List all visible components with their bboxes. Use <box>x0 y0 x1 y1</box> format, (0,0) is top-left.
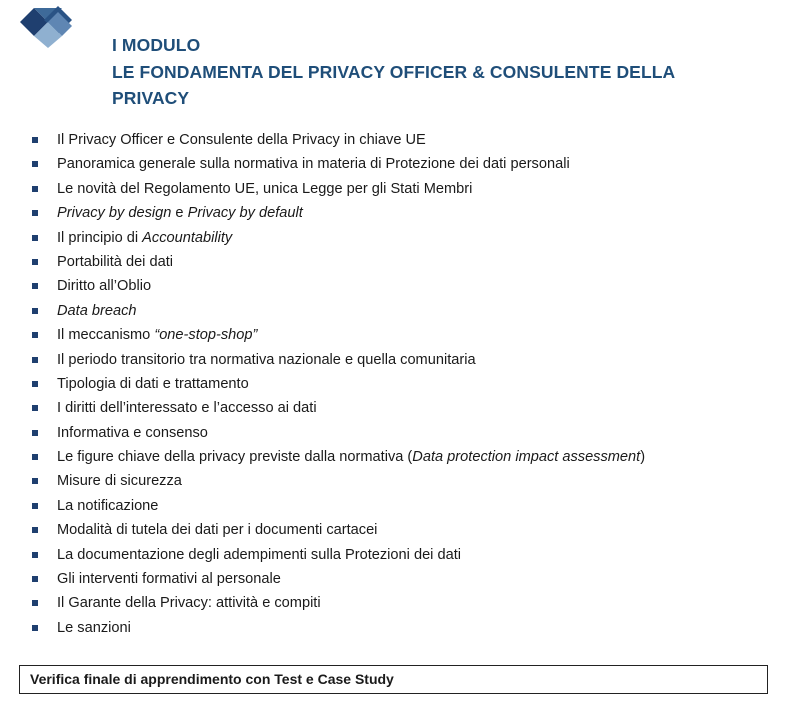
topic-text-part: Diritto all’Oblio <box>57 278 152 295</box>
heading-line-3: PRIVACY <box>112 88 190 108</box>
topic-text-part: Il periodo transitorio tra normativa nazionale e quella comunitaria <box>57 351 476 368</box>
square-bullet-icon <box>32 625 38 631</box>
topic-item <box>0 299 802 323</box>
topic-item <box>0 323 802 347</box>
topic-text-part: Il principio di <box>57 229 143 246</box>
topic-text <box>57 567 281 591</box>
topic-text <box>57 469 182 493</box>
final-assessment-text: Verifica finale di apprendimento con Test e Case Study <box>30 671 394 687</box>
topic-text-italic: Data breach <box>57 302 137 319</box>
topic-item <box>0 372 802 396</box>
topic-text <box>57 152 570 176</box>
square-bullet-icon <box>32 357 38 363</box>
topic-text-part: ) <box>640 449 646 466</box>
topic-text <box>57 201 303 225</box>
topic-item <box>0 469 802 493</box>
topic-item <box>0 128 802 152</box>
module-heading <box>112 32 752 112</box>
square-bullet-icon <box>32 503 38 509</box>
square-bullet-icon <box>32 210 38 216</box>
square-bullet-icon <box>32 381 38 387</box>
topic-item <box>0 616 802 640</box>
topic-item <box>0 421 802 445</box>
topic-item <box>0 543 802 567</box>
topic-item <box>0 250 802 274</box>
topic-text-part: Panoramica generale sulla normativa in materia di Protezione dei dati personali <box>57 156 570 173</box>
square-bullet-icon <box>32 283 38 289</box>
topic-text <box>57 616 131 640</box>
square-bullet-icon <box>32 405 38 411</box>
topic-text <box>57 177 472 201</box>
square-bullet-icon <box>32 137 38 143</box>
topic-text <box>57 591 321 615</box>
topic-text-part: Le novità del Regolamento UE, unica Legge per gli Stati Membri <box>57 180 473 197</box>
topic-text-part: e <box>171 205 188 222</box>
topic-text <box>57 396 317 420</box>
square-bullet-icon <box>32 161 38 167</box>
square-bullet-icon <box>32 186 38 192</box>
square-bullet-icon <box>32 527 38 533</box>
topic-item <box>0 177 802 201</box>
topic-item <box>0 396 802 420</box>
topic-text-italic: Data protection impact assessment <box>412 449 641 466</box>
topic-text-part: Informativa e consenso <box>57 424 208 441</box>
topic-text-part: I diritti dell’interessato e l’accesso ai dati <box>57 400 317 417</box>
square-bullet-icon <box>32 430 38 436</box>
topic-text-italic: “one-stop-shop” <box>154 327 258 344</box>
topic-text <box>57 543 461 567</box>
square-bullet-icon <box>32 308 38 314</box>
topic-text-italic: Privacy by default <box>187 205 303 222</box>
topic-item <box>0 201 802 225</box>
topic-item <box>0 445 802 469</box>
topic-text-part: Portabilità dei dati <box>57 253 174 270</box>
topic-text <box>57 421 208 445</box>
topic-text-part: Tipologia di dati e trattamento <box>57 375 249 392</box>
topic-text <box>57 250 173 274</box>
topic-item <box>0 494 802 518</box>
square-bullet-icon <box>32 576 38 582</box>
topic-text <box>57 494 158 518</box>
topic-text <box>57 299 137 323</box>
topic-text-part: Modalità di tutela dei dati per i documenti cartacei <box>57 522 378 539</box>
square-bullet-icon <box>32 235 38 241</box>
topic-text-italic: Accountability <box>142 229 233 246</box>
topic-text-part: La documentazione degli adempimenti sulla Protezioni dei dati <box>57 546 462 563</box>
topic-text-part: Misure di sicurezza <box>57 473 182 490</box>
heading-line-1: I MODULO <box>112 35 201 55</box>
square-bullet-icon <box>32 332 38 338</box>
square-bullet-icon <box>32 478 38 484</box>
topic-item <box>0 591 802 615</box>
topic-text-part: Il meccanismo <box>57 327 155 344</box>
topic-text <box>57 128 426 152</box>
topic-text-italic: Privacy by design <box>57 205 172 222</box>
diamond-logo-icon <box>18 6 74 48</box>
topic-text <box>57 518 377 542</box>
topic-item <box>0 152 802 176</box>
topic-text <box>57 445 645 469</box>
topic-item <box>0 518 802 542</box>
topic-text <box>57 274 151 298</box>
topic-item <box>0 274 802 298</box>
heading-line-2: LE FONDAMENTA DEL PRIVACY OFFICER & CONSULENTE DELLA <box>112 61 676 82</box>
square-bullet-icon <box>32 600 38 606</box>
square-bullet-icon <box>32 552 38 558</box>
topic-text-part: Il Garante della Privacy: attività e compiti <box>57 595 321 612</box>
topic-text-part: Le figure chiave della privacy previste dalla normativa ( <box>57 449 413 466</box>
topic-text <box>57 226 232 250</box>
topic-item <box>0 348 802 372</box>
square-bullet-icon <box>32 259 38 265</box>
topic-text-part: Gli interventi formativi al personale <box>57 571 281 588</box>
topic-list <box>0 128 802 640</box>
topic-text <box>57 372 249 396</box>
square-bullet-icon <box>32 454 38 460</box>
topic-text-part: Le sanzioni <box>57 619 131 636</box>
topic-text <box>57 323 257 347</box>
topic-text-part: Il Privacy Officer e Consulente della Privacy in chiave UE <box>57 132 426 148</box>
final-assessment-box <box>19 665 768 694</box>
topic-text-part: La notificazione <box>57 497 159 514</box>
topic-text <box>57 348 476 372</box>
topic-item <box>0 567 802 591</box>
topic-item <box>0 226 802 250</box>
